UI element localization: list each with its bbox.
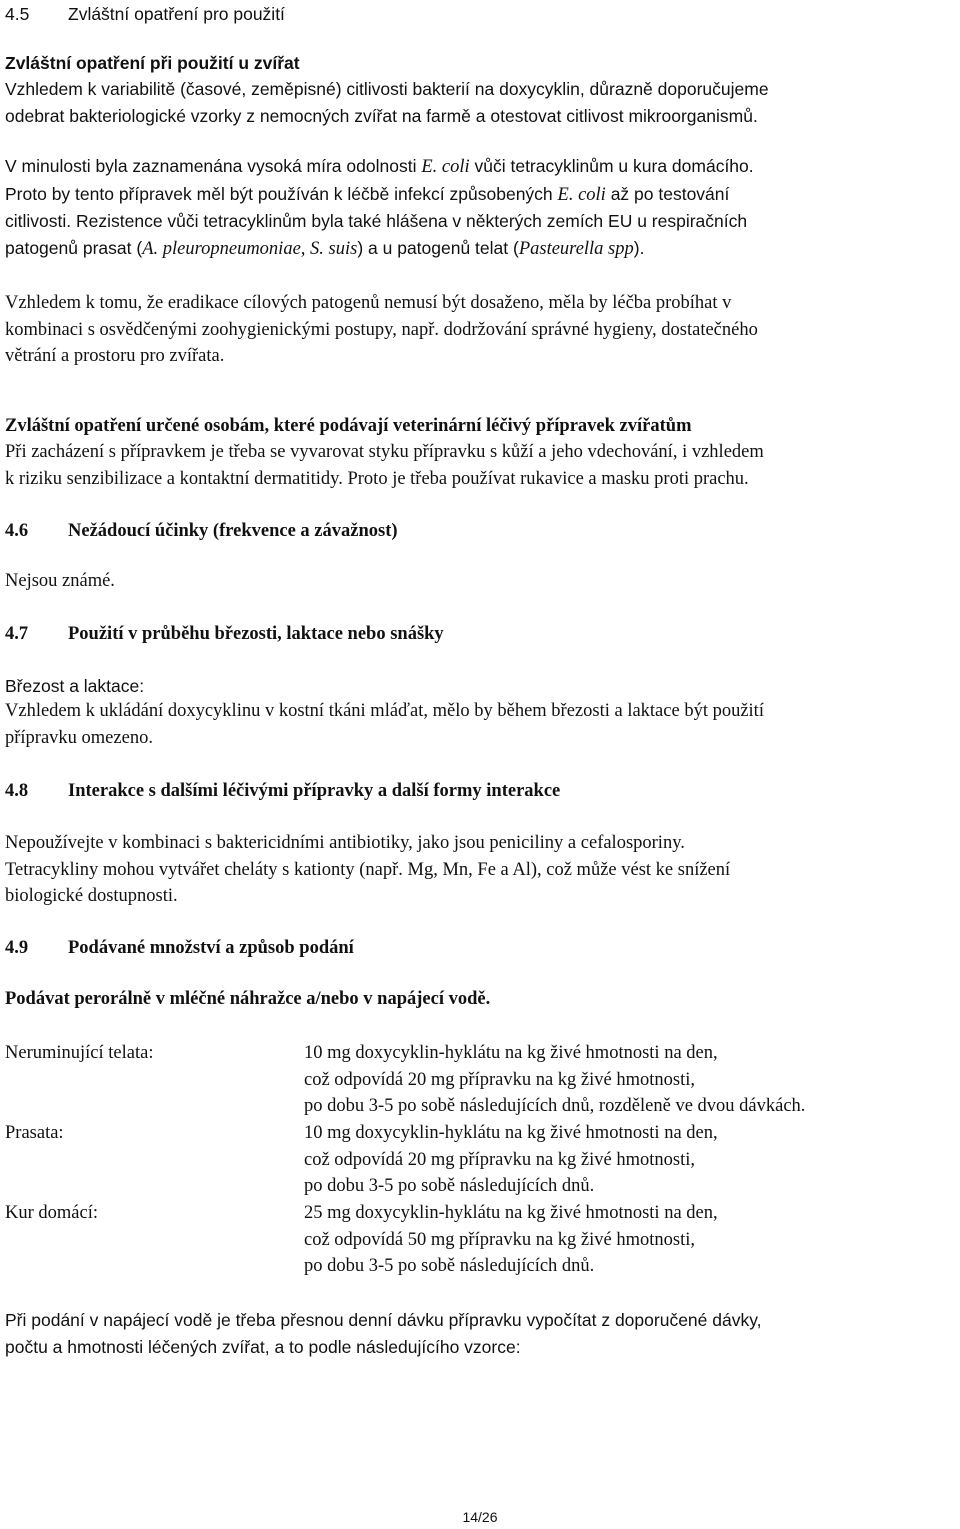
- dose-label: Kur domácí:: [5, 1203, 98, 1223]
- section-number: 4.9: [5, 938, 29, 958]
- dose-text: 25 mg doxycyklin-hyklátu na kg živé hmotnosti na den, což odpovídá 50 mg přípravku na kg živé hmotnosti, po dobu 3-5 po sobě následujících dnů.: [304, 1203, 718, 1276]
- paragraph: Nejsou známé.: [5, 571, 115, 591]
- section-number: 4.7: [5, 624, 29, 644]
- section-title: Použití v průběhu březosti, laktace nebo snášky: [68, 624, 444, 644]
- instruction: Podávat perorálně v mléčné náhražce a/nebo v napájecí vodě.: [5, 989, 491, 1009]
- paragraph: V minulosti byla zaznamenána vysoká míra odolnosti E. coli vůči tetracyklinům u kura domácího. Proto by tento přípravek měl být používán k léčbě infekcí způsobených E. coli až po testování citlivosti. Rezistence vůči tetracyklinům byla také hlášena v některých zemích EU u respiračních patogenů prasat (A. pleuropneumoniae, S. suis) a u patogenů telat (Pasteurella spp).: [5, 156, 754, 259]
- dose-text: 10 mg doxycyklin-hyklátu na kg živé hmotnosti na den, což odpovídá 20 mg přípravku na kg živé hmotnosti, po dobu 3-5 po sobě následujících dnů, rozděleně ve dvou dávkách.: [304, 1043, 806, 1116]
- paragraph: Při podání v napájecí vodě je třeba přesnou denní dávku přípravku vypočítat z doporučené dávky, počtu a hmotnosti léčených zvířat, a to podle následujícího vzorce:: [5, 1310, 762, 1357]
- label: Březost a laktace:: [5, 676, 145, 696]
- paragraph: Nepoužívejte v kombinaci s baktericidními antibiotiky, jako jsou peniciliny a cefalosporiny. Tetracykliny mohou vytvářet cheláty s kationty (např. Mg, Mn, Fe a Al), což může vést ke snížení biologické dostupnosti.: [5, 833, 731, 906]
- paragraph: Vzhledem k ukládání doxycyklinu v kostní tkáni mláďat, mělo by během březosti a laktace být použití přípravku omezeno.: [5, 701, 764, 748]
- page-number: 14/26: [462, 1509, 498, 1525]
- dose-text: 10 mg doxycyklin-hyklátu na kg živé hmotnosti na den, což odpovídá 20 mg přípravku na kg živé hmotnosti, po dobu 3-5 po sobě následujících dnů.: [304, 1123, 718, 1196]
- paragraph: Při zacházení s přípravkem je třeba se vyvarovat styku přípravku s kůží a jeho vdechování, i vzhledem k riziku senzibilizace a kontaktní dermatitidy. Proto je třeba používat rukavice a masku proti prachu.: [5, 442, 764, 489]
- paragraph: Vzhledem k variabilitě (časové, zeměpisné) citlivosti bakterií na doxycyklin, důrazně doporučujeme odebrat bakteriologické vzorky z nemocných zvířat na farmě a otestovat citlivost mikroorganismů.: [5, 79, 769, 126]
- section-title: Nežádoucí účinky (frekvence a závažnost): [68, 521, 398, 541]
- section-title: Zvláštní opatření pro použití: [68, 4, 285, 24]
- section-number: 4.5: [5, 4, 30, 24]
- dose-label: Neruminující telata:: [5, 1043, 154, 1063]
- section-title: Interakce s dalšími léčivými přípravky a další formy interakce: [68, 781, 561, 801]
- section-number: 4.6: [5, 521, 29, 541]
- subsection-heading: Zvláštní opatření určené osobám, které podávají veterinární léčivý přípravek zvířatům: [5, 416, 692, 436]
- section-number: 4.8: [5, 781, 29, 801]
- section-title: Podávané množství a způsob podání: [68, 938, 354, 958]
- subsection-heading: Zvláštní opatření při použití u zvířat: [5, 53, 300, 73]
- paragraph: Vzhledem k tomu, že eradikace cílových patogenů nemusí být dosaženo, měla by léčba probíhat v kombinaci s osvědčenými zoohygienickými postupy, např. dodržování správné hygieny, dostatečného větrání a prostoru pro zvířata.: [5, 293, 758, 366]
- dose-label: Prasata:: [5, 1123, 64, 1143]
